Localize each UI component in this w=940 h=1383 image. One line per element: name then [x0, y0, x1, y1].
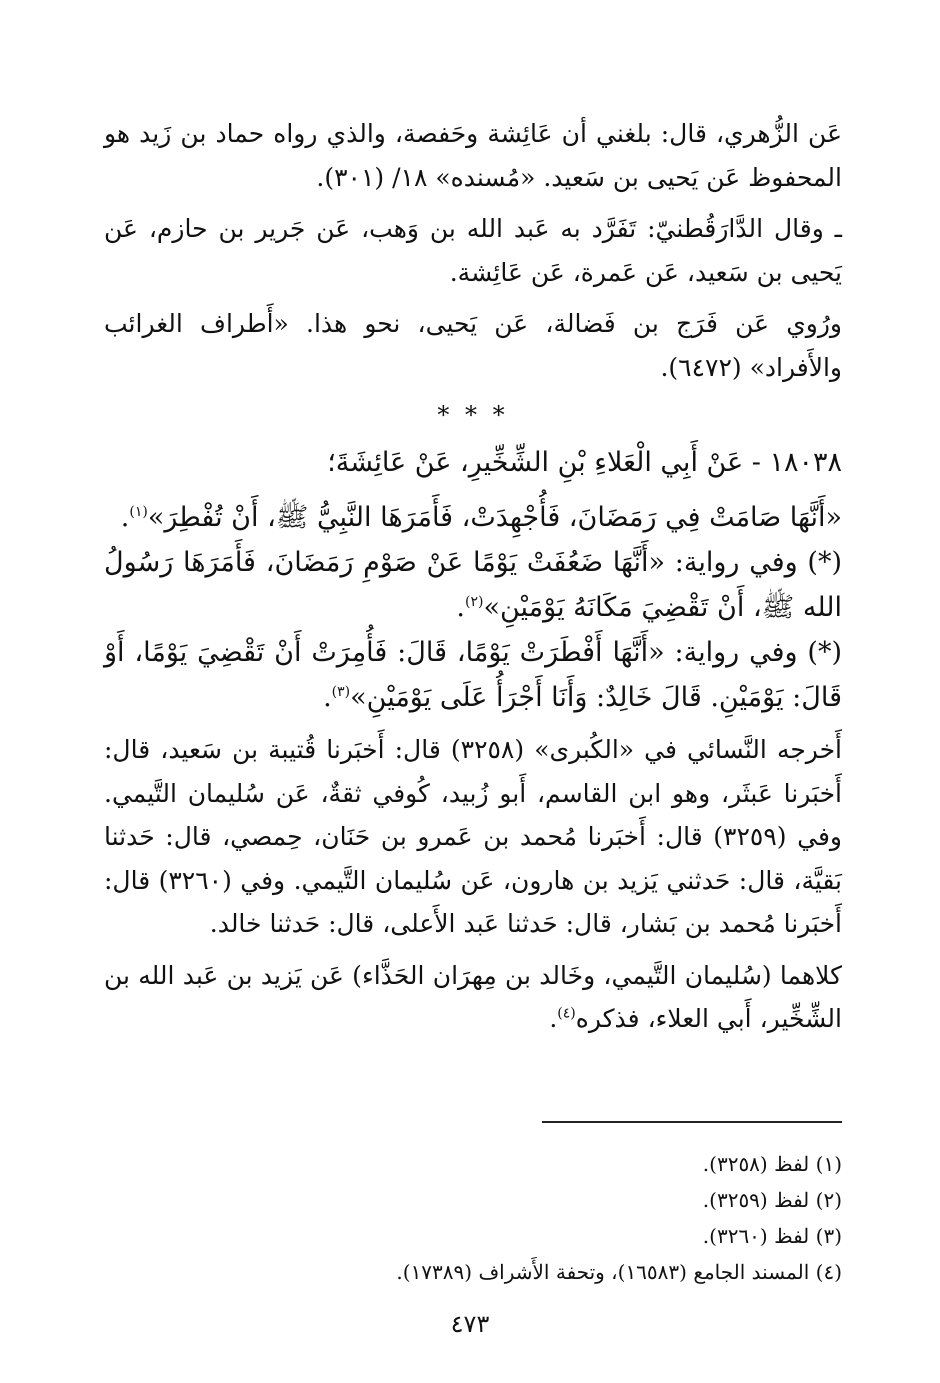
- hadith-text-body: «أَنَّهَا صَامَتْ فِي رَمَضَانَ، فَأُجْهِدَتْ، فَأَمَرَهَا النَّبِيُّ ﷺ، أَنْ تُفْطِرَ»: [147, 502, 842, 533]
- riwaya-1: (*) وفي رواية: «أَنَّهَا ضَعُفَتْ يَوْمًا عَنْ صَوْمِ رَمَضَانَ، فَأَمَرَهَا رَسُولُ الله ﷺ، أَنْ تَقْضِيَ مَكَانَهُ يَوْمَيْنِ»$^{(٢)}$.: [104, 547, 842, 623]
- paragraph-daraqutni: ـ وقال الدَّارَقُطنيّ: تَفَرَّد به عَبد الله بن وَهب، عَن جَرير بن حازم، عَن يَحيى بن سَعيد، عَن عَمرة، عَن عَائِشة.: [104, 214, 842, 287]
- page-number: ٤٧٣: [450, 1310, 490, 1338]
- footnote-marker-3: (٣): [331, 684, 351, 700]
- riwaya-2: (*) وفي رواية: «أَنَّهَا أَفْطَرَتْ يَوْمًا، قَالَ: فَأُمِرَتْ أَنْ تَقْضِيَ يَوْمًا، أَوْ قَالَ: يَوْمَيْنِ. قَالَ خَالِدٌ: وَأَنَا أَجْرَأُ عَلَى يَوْمَيْنِ»$^{(٣)}$.: [104, 637, 842, 713]
- footnote-marker-1: (١): [129, 504, 148, 520]
- paragraph-faraj: ورُوي عَن فَرَج بن فَضالة، عَن يَحيى، نحو هذا. «أَطراف الغرائب والأَفراد» (٦٤٧٢).: [104, 309, 842, 382]
- paragraph-takhrij: أَخرجه النَّسائي في «الكُبرى» (٣٢٥٨) قال: أَخبَرنا قُتيبة بن سَعيد، قال: أَخبَرنا عَبثَر، وهو ابن القاسم، أَبو زُبيد، كُوفي ثقةٌ، عَن سُليمان التَّيمي. وفي (٣٢٥٩) قال: أَخبَرنا مُحمد بن عَمرو بن حَنَان، حِمصي، قال: حَدثنا بَقيَّة، قال: حَدثني يَزيد بن هارون، عَن سُليمان التَّيمي. وفي (٣٢٦٠) قال: أَخبَرنا مُحمد بن بَشار، قال: حَدثنا عَبد الأَعلى، قال: حَدثنا خالد.: [104, 735, 842, 938]
- hadith-text: «أَنَّهَا صَامَتْ فِي رَمَضَانَ، فَأُجْهِدَتْ، فَأَمَرَهَا النَّبِيُّ ﷺ، أَنْ تُفْطِرَ»$^{(١)}$.: [120, 502, 842, 533]
- footnote-1: (١) لفظ (٣٢٥٨).: [702, 1152, 842, 1176]
- footnote-4: (٤) المسند الجامع (١٦٥٨٣)، وتحفة الأَشراف (١٧٣٨٩).: [396, 1260, 842, 1284]
- footnote-2: (٢) لفظ (٣٢٥٩).: [702, 1188, 842, 1212]
- paragraph-kilahuma: كلاهما (سُليمان التَّيمي، وخَالد بن مِهرَان الحَذَّاء) عَن يَزيد بن عَبد الله بن الشِّخِّير، أَبي العلاء، فذكره$^{(٤)}$.: [104, 960, 842, 1033]
- main-text: [104, 112, 842, 1049]
- paragraph-zuhri: عَن الزُّهري، قال: بلغني أن عَائِشة وحَفصة، والذي رواه حماد بن زَيد هو المحفوظ عَن يَحيى بن سَعيد. «مُسنده» ١٨/ (٣٠١).: [104, 119, 842, 192]
- footnote-marker-2: (٢): [464, 594, 484, 610]
- kilahuma-text: كلاهما (سُليمان التَّيمي، وخَالد بن مِهرَان الحَذَّاء) عَن يَزيد بن عَبد الله بن الشِّخِّير، أَبي العلاء، فذكره: [104, 960, 842, 1033]
- riwaya-2-text: (*) وفي رواية: «أَنَّهَا أَفْطَرَتْ يَوْمًا، قَالَ: فَأُمِرَتْ أَنْ تَقْضِيَ يَوْمًا، أَوْ قَالَ: يَوْمَيْنِ. قَالَ خَالِدٌ: وَأَنَا أَجْرَأُ عَلَى يَوْمَيْنِ»: [104, 637, 842, 713]
- section-separator-stars: * * *: [437, 401, 509, 429]
- riwaya-1-text: (*) وفي رواية: «أَنَّهَا ضَعُفَتْ يَوْمًا عَنْ صَوْمِ رَمَضَانَ، فَأَمَرَهَا رَسُولُ الله ﷺ، أَنْ تَقْضِيَ مَكَانَهُ يَوْمَيْنِ»: [104, 547, 842, 623]
- hadith-heading: ١٨٠٣٨ - عَنْ أَبِي الْعَلاءِ بْنِ الشِّخِّيرِ، عَنْ عَائِشَةَ؛: [327, 447, 842, 478]
- footnotes: [104, 1146, 842, 1290]
- footnote-marker-4: (٤): [557, 1005, 576, 1022]
- footnote-3: (٣) لفظ (٣٢٦٠).: [702, 1224, 842, 1248]
- footnote-separator: [542, 1121, 842, 1123]
